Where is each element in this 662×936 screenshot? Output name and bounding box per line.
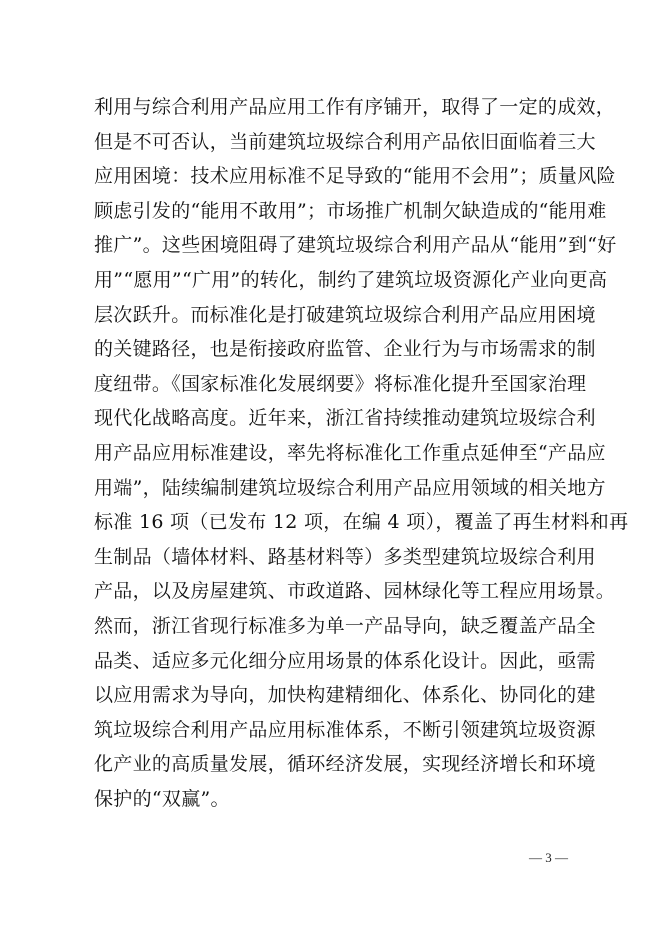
text-line: 应用困境：技术应用标准不足导致的“能用不会用”；质量风险 (94, 165, 616, 188)
text-line: 推广”。这些困境阻碍了建筑垃圾综合利用产品从“能用”到“好 (94, 234, 617, 257)
text-line: 度纽带。《国家标准化发展纲要》将标准化提升至国家治理 (94, 372, 587, 395)
text-line: 筑垃圾综合利用产品应用标准体系，不断引领建筑垃圾资源 (94, 718, 596, 741)
text-line: 以应用需求为导向，加快构建精细化、体系化、协同化的建 (94, 684, 596, 707)
text-line: 标准 16 项（已发布 12 项，在编 4 项），覆盖了再生材料和再 (94, 511, 629, 534)
text-line: 用产品应用标准建设，率先将标准化工作重点延伸至“产品应 (94, 441, 606, 464)
text-line: 利用与综合利用产品应用工作有序铺开，取得了一定的成效， (94, 96, 616, 118)
text-line: 现代化战略高度。近年来，浙江省持续推动建筑垃圾综合利 (94, 407, 596, 430)
text-line: 保护的“双赢”。 (94, 787, 230, 810)
text-line: 然而，浙江省现行标准多为单一产品导向，缺乏覆盖产品全 (94, 614, 596, 637)
text-line: 顾虑引发的“能用不敢用”；市场推广机制欠缺造成的“能用难 (94, 199, 607, 222)
body-paragraph (94, 90, 629, 816)
text-line: 但是不可否认，当前建筑垃圾综合利用产品依旧面临着三大 (94, 130, 596, 153)
text-line: 用”“愿用”“广用”的转化，制约了建筑垃圾资源化产业向更高 (94, 268, 608, 291)
text-line: 生制品（墙体材料、路基材料等）多类型建筑垃圾综合利用 (94, 545, 596, 568)
text-line: 的关键路径，也是衔接政府监管、企业行为与市场需求的制 (94, 338, 596, 361)
text-line: 产品，以及房屋建筑、市政道路、园林绿化等工程应用场景。 (94, 580, 616, 603)
text-line: 品类、适应多元化细分应用场景的体系化设计。因此，亟需 (94, 649, 596, 672)
text-line: 用端”，陆续编制建筑垃圾综合利用产品应用领域的相关地方 (94, 476, 606, 499)
text-line: 化产业的高质量发展，循环经济发展，实现经济增长和环境 (94, 753, 596, 776)
page-number: — 3 — (529, 850, 568, 865)
text-line: 层次跃升。而标准化是打破建筑垃圾综合利用产品应用困境 (94, 303, 596, 326)
